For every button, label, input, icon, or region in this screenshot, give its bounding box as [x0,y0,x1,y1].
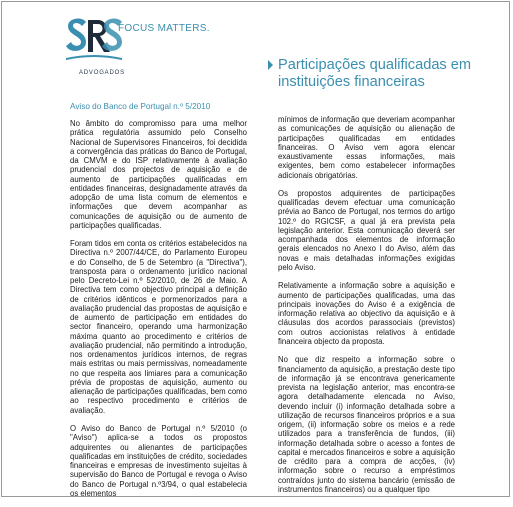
brand-subtitle: ADVOGADOS [79,70,125,76]
paragraph: mínimos de informação que deveriam acompanhar as comunicações de aquisição ou alienação de participações qualificadas em entidades financeiras. O Aviso vem agora elencar exaustivamente essas informações, mais exigentes, bem como estabelecer informações adicionais obrigatórias. [278,115,455,180]
page-title-line1: Participações qualificadas em [278,57,472,73]
srs-logo-icon [64,14,124,78]
paragraph: O Aviso do Banco de Portugal n.º 5/2010 (o "Aviso") aplica-se a todos os propostos adquirentes ou alienantes de participações qualificadas em instituições de crédito, sociedades financeiras e empresas de investimento sujeitas à supervisão do Banco de Portugal e revoga o Aviso do Banco de Portugal n.º3/94, o qual estabelecia os elementos [70,424,247,498]
paragraph: Os propostos adquirentes de participações qualificadas devem efectuar uma comunicação prévia ao Banco de Portugal, nos termos do artigo 102.º do RGICSF, a qual já era prevista pela legislação anterior. Esta comunicação deverá ser acompanhada dos elementos de informação gerais elencados no Anexo I do Aviso, além das novas e mais detalhadas informações exigidas pelo Aviso. [278,188,455,272]
brand-tagline: FOCUS MATTERS. [118,23,210,34]
paragraph: Foram tidos em conta os critérios estabelecidos na Directiva n.º 2007/44/CE, do Parlamento Europeu e do Conselho, de 5 de Setembro (a "Directiva"), transposta para o ordenamento jurídico nacional pelo Decreto-Lei n.º 52/2010, de 26 de Maio. A Directiva tem como objectivo principal a definição de critérios idênticos e pormenorizados para a avaliação prudencial das propostas de aquisição e de aumento de participação em entidades do sector financeiro, operando uma harmonização máxima quanto ao procedimento e critérios de avaliação prudencial, não permitindo a introdução, nos ordenamentos jurídicos internos, de regras mais estritas ou mais permissivas, nomeadamente no que respeita aos limiares para a comunicação prévia de propostas de aquisição, aumento ou alienação de participações qualificadas, bem como ao respectivo procedimento e critérios de avaliação. [70,239,247,415]
paragraph: No que diz respeito a informação sobre o financiamento da aquisição, a prestação deste tipo de informação já se encontrava genericamente prevista na legislação anterior, mas encontra-se agora detalhadamente elencada no Aviso, devendo incluir (i) informação detalhada sobre a utilização de recursos financeiros próprios e a sua origem, (ii) informação sobre os meios e a rede utilizados para a transferência de fundos, (iii) informação detalhada sobre o acesso a fontes de capital e mercados financeiros e sobre a aquisição de crédito para a compra de acções, (iv) informação sobre o recurso a empréstimos contraídos junto do sistema bancário (emissão de instrumentos financeiros) ou a qualquer tipo [278,355,455,494]
page-title [267,57,502,91]
section-title: Aviso do Banco de Portugal n.º 5/2010 [70,102,211,111]
document-page [1,1,510,497]
right-column [278,115,455,503]
left-column [70,119,247,507]
page-title-line2: instituições financeiras [278,74,425,90]
paragraph: No âmbito do compromisso para uma melhor prática regulatória assumido pelo Conselho Nacional de Supervisores Financeiros, foi decidida a convergência das práticas do Banco de Portugal, da CMVM e do ISP relativamente à avaliação prudencial dos projectos de aquisição e de aumento de participações qualificadas em entidades financeiras, designadamente através da adopção de uma lista comum de elementos e informações que devem acompanhar as comunicações de aquisição ou de aumento de participações qualificadas. [70,119,247,230]
paragraph: Relativamente a informação sobre a aquisição e aumento de participações qualificadas, uma das principais inovações do Aviso é a exigência de informação relativa ao objectivo da aquisição e à cláusulas dos acordos parassociais (previstos) com outros accionistas relativos à entidade financeira objecto da proposta. [278,281,455,346]
company-logo [64,14,254,84]
